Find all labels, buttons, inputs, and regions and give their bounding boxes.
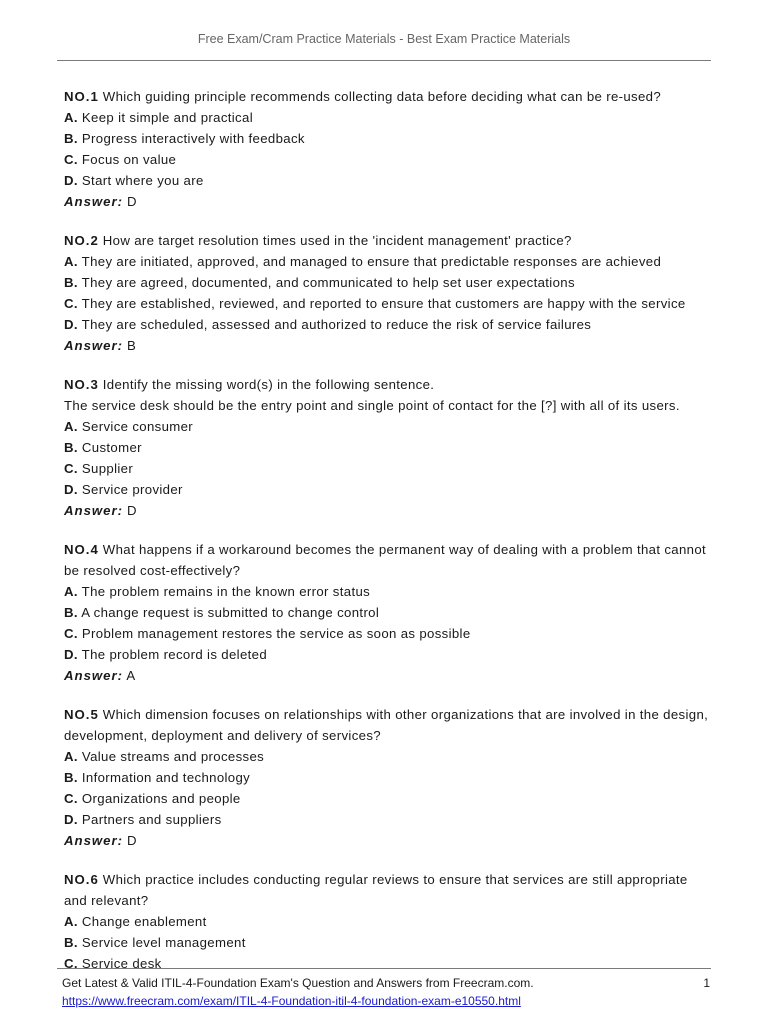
answer-value: B <box>127 338 137 353</box>
option-d <box>64 479 714 500</box>
option-letter: B. <box>64 275 78 290</box>
option-letter: C. <box>64 626 78 641</box>
answer-label: Answer: <box>64 338 124 353</box>
answer-line <box>64 335 714 356</box>
option-text: Focus on value <box>81 152 177 167</box>
option-a <box>64 107 714 128</box>
question-number: NO.1 <box>64 89 99 104</box>
option-text: Service consumer <box>81 419 194 434</box>
option-c <box>64 149 714 170</box>
answer-label: Answer: <box>64 668 124 683</box>
question-number: NO.3 <box>64 377 99 392</box>
option-letter: A. <box>64 110 78 125</box>
option-text: Partners and suppliers <box>81 812 222 827</box>
option-d <box>64 314 714 335</box>
answer-line <box>64 191 714 212</box>
option-letter: C. <box>64 461 78 476</box>
option-b <box>64 602 714 623</box>
option-letter: A. <box>64 584 78 599</box>
option-text: Customer <box>81 440 142 455</box>
option-letter: C. <box>64 791 78 806</box>
option-letter: A. <box>64 914 78 929</box>
answer-line <box>64 500 714 521</box>
option-d <box>64 644 714 665</box>
option-text: They are scheduled, assessed and authorized to reduce the risk of service failures <box>81 317 592 332</box>
question-stem <box>64 869 714 911</box>
option-text: The problem remains in the known error status <box>81 584 371 599</box>
question-1 <box>64 86 714 212</box>
option-text: Progress interactively with feedback <box>81 131 305 146</box>
answer-label: Answer: <box>64 833 124 848</box>
header-divider <box>57 60 711 61</box>
freecram-exam-link[interactable]: https://www.freecram.com/exam/ITIL-4-Foundation-itil-4-foundation-exam-e10550.html <box>62 994 521 1008</box>
option-c <box>64 623 714 644</box>
question-text: Which guiding principle recommends collecting data before deciding what can be re-used? <box>102 89 662 104</box>
option-text: Value streams and processes <box>81 749 265 764</box>
option-a <box>64 581 714 602</box>
answer-label: Answer: <box>64 194 124 209</box>
option-letter: B. <box>64 770 78 785</box>
question-text: Identify the missing word(s) in the following sentence. <box>102 377 435 392</box>
question-stem <box>64 704 714 746</box>
question-number: NO.5 <box>64 707 99 722</box>
answer-line <box>64 830 714 851</box>
question-number: NO.4 <box>64 542 99 557</box>
question-stem <box>64 230 714 251</box>
option-letter: A. <box>64 749 78 764</box>
question-text: How are target resolution times used in the 'incident management' practice? <box>102 233 572 248</box>
option-text: Change enablement <box>81 914 207 929</box>
option-letter: B. <box>64 440 78 455</box>
option-letter: B. <box>64 131 78 146</box>
question-stem <box>64 86 714 107</box>
option-text: The problem record is deleted <box>81 647 268 662</box>
option-c <box>64 293 714 314</box>
option-letter: D. <box>64 482 78 497</box>
option-b <box>64 767 714 788</box>
option-letter: C. <box>64 296 78 311</box>
option-text: Service level management <box>81 935 246 950</box>
option-letter: D. <box>64 647 78 662</box>
option-text: Information and technology <box>81 770 251 785</box>
question-list <box>64 86 714 992</box>
answer-value: D <box>127 833 137 848</box>
option-letter: D. <box>64 173 78 188</box>
question-3 <box>64 374 714 521</box>
option-text: Problem management restores the service as soon as possible <box>81 626 471 641</box>
option-d <box>64 809 714 830</box>
option-letter: C. <box>64 956 78 971</box>
option-text: Service desk <box>81 956 162 971</box>
question-text: What happens if a workaround becomes the permanent way of dealing with a problem that cannot be resolved cost-effectively? <box>64 542 707 578</box>
option-letter: B. <box>64 935 78 950</box>
option-text: Service provider <box>81 482 183 497</box>
option-b <box>64 932 714 953</box>
option-text: They are agreed, documented, and communicated to help set user expectations <box>81 275 575 290</box>
answer-line <box>64 665 714 686</box>
option-a <box>64 251 714 272</box>
option-text: Start where you are <box>81 173 204 188</box>
option-a <box>64 416 714 437</box>
option-c <box>64 953 714 974</box>
answer-label: Answer: <box>64 503 124 518</box>
option-b <box>64 128 714 149</box>
option-b <box>64 437 714 458</box>
option-text: Keep it simple and practical <box>81 110 253 125</box>
question-text: Which dimension focuses on relationships with other organizations that are involved in the design, development, deployment and delivery of services? <box>64 707 709 743</box>
option-letter: A. <box>64 254 78 269</box>
question-stem <box>64 374 714 395</box>
question-text: Which practice includes conducting regular reviews to ensure that services are still appropriate and relevant? <box>64 872 688 908</box>
footer-divider <box>57 968 711 969</box>
option-a <box>64 746 714 767</box>
option-letter: D. <box>64 317 78 332</box>
answer-value: A <box>126 668 136 683</box>
option-text: They are initiated, approved, and managed to ensure that predictable responses are achieved <box>81 254 662 269</box>
question-6 <box>64 869 714 974</box>
option-letter: C. <box>64 152 78 167</box>
option-text: They are established, reviewed, and reported to ensure that customers are happy with the service <box>81 296 686 311</box>
answer-value: D <box>127 194 137 209</box>
question-5 <box>64 704 714 851</box>
option-text: Supplier <box>81 461 134 476</box>
question-number: NO.6 <box>64 872 99 887</box>
option-letter: B. <box>64 605 78 620</box>
footer-text: Get Latest & Valid ITIL-4-Foundation Exam's Question and Answers from Freecram.com. <box>62 976 534 990</box>
question-subtext: The service desk should be the entry point and single point of contact for the [?] with all of its users. <box>64 398 680 413</box>
option-a <box>64 911 714 932</box>
question-stem <box>64 539 714 581</box>
question-2 <box>64 230 714 356</box>
option-c <box>64 458 714 479</box>
page-number: 1 <box>703 976 710 990</box>
answer-value: D <box>127 503 137 518</box>
option-text: Organizations and people <box>81 791 241 806</box>
page-header: Free Exam/Cram Practice Materials - Best Exam Practice Materials <box>197 32 571 46</box>
option-c <box>64 788 714 809</box>
option-d <box>64 170 714 191</box>
option-b <box>64 272 714 293</box>
option-letter: D. <box>64 812 78 827</box>
question-4 <box>64 539 714 686</box>
option-letter: A. <box>64 419 78 434</box>
option-text: A change request is submitted to change control <box>81 605 380 620</box>
question-number: NO.2 <box>64 233 99 248</box>
